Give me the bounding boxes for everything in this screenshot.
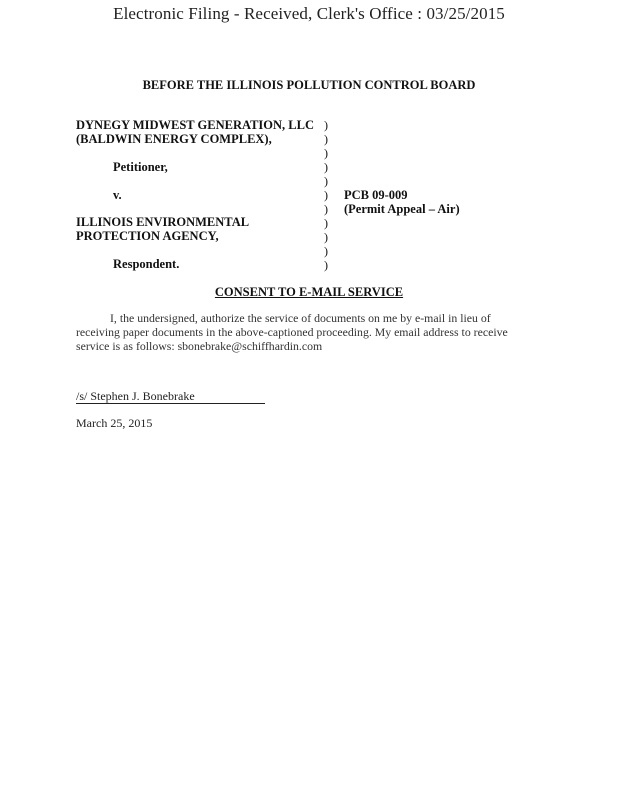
paren: ) <box>324 146 328 160</box>
petitioner-name-line-1: DYNEGY MIDWEST GENERATION, LLC <box>76 118 315 132</box>
paren: ) <box>324 160 328 174</box>
respondent-role: Respondent. <box>113 257 180 271</box>
document-title: CONSENT TO E-MAIL SERVICE <box>214 285 404 299</box>
caption-paren-column <box>324 118 328 272</box>
paren: ) <box>324 174 328 188</box>
consent-paragraph-text: I, the undersigned, authorize the service of documents on me by e-mail in lieu of receiving paper documents in the above-captioned proceeding. My email address to receive service is as follows: sbonebrake@schiffhardin.com <box>76 311 508 353</box>
case-type: (Permit Appeal – Air) <box>344 202 460 216</box>
signature-line: /s/ Stephen J. Bonebrake <box>76 390 265 404</box>
respondent-name-line-2: PROTECTION AGENCY, <box>76 229 219 243</box>
versus-label: v. <box>113 188 122 202</box>
paren: ) <box>324 244 328 258</box>
paren: ) <box>324 216 328 230</box>
paren: ) <box>324 258 328 272</box>
signature-date: March 25, 2015 <box>76 416 153 430</box>
petitioner-role: Petitioner, <box>113 160 168 174</box>
respondent-name-line-1: ILLINOIS ENVIRONMENTAL <box>76 215 250 229</box>
paren: ) <box>324 188 328 202</box>
board-heading: BEFORE THE ILLINOIS POLLUTION CONTROL BOARD <box>142 78 476 92</box>
paren: ) <box>324 230 328 244</box>
paren: ) <box>324 132 328 146</box>
petitioner-name-line-2: (BALDWIN ENERGY COMPLEX), <box>76 132 272 146</box>
filing-stamp: Electronic Filing - Received, Clerk's Office : 03/25/2015 <box>113 4 505 23</box>
paren: ) <box>324 202 328 216</box>
consent-paragraph <box>76 311 536 353</box>
case-number: PCB 09-009 <box>344 188 408 202</box>
paren: ) <box>324 118 328 132</box>
